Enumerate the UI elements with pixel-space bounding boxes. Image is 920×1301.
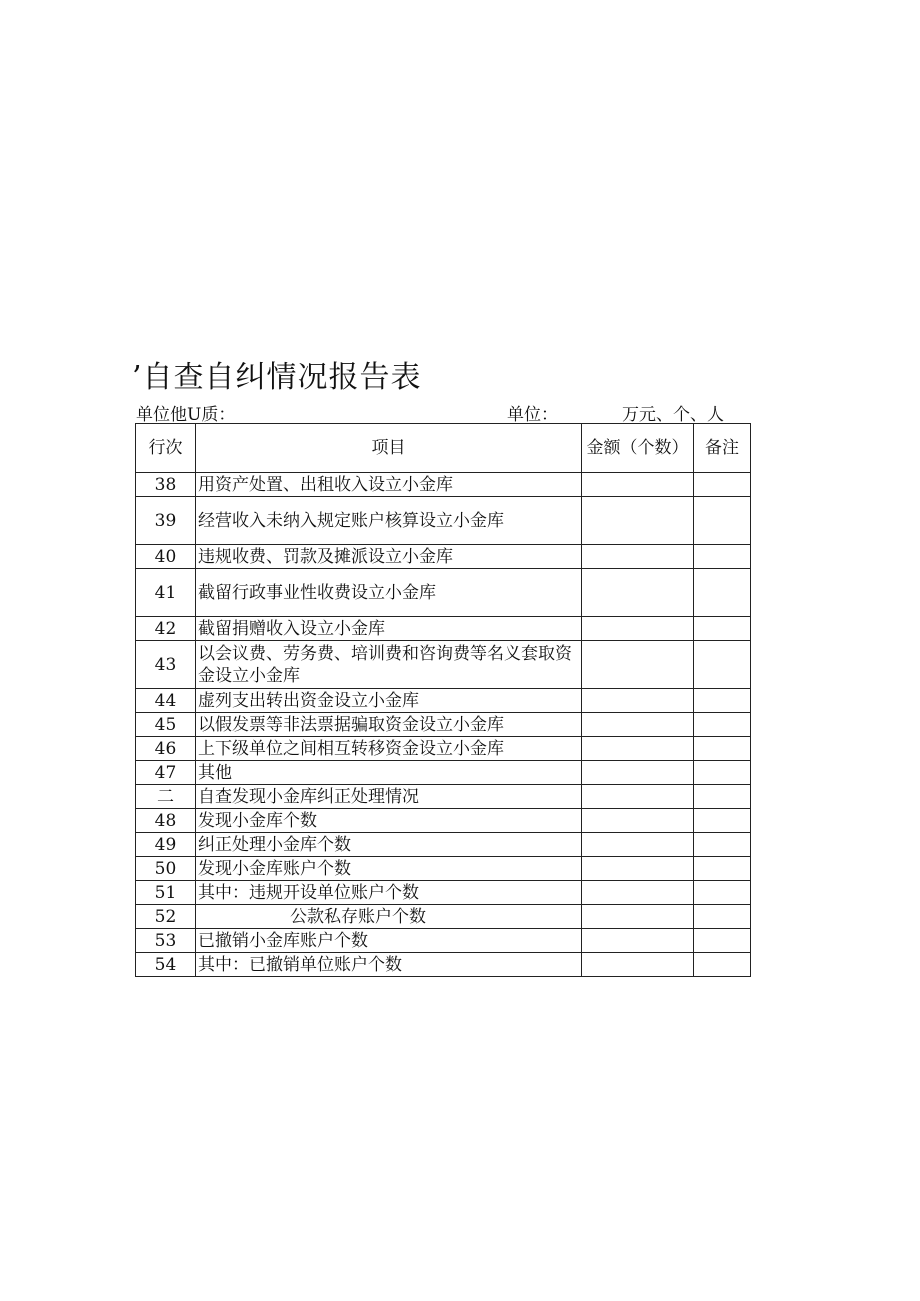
report-table xyxy=(135,423,751,977)
amount-cell[interactable] xyxy=(582,569,694,617)
amount-cell[interactable] xyxy=(582,881,694,905)
row-item: 发现小金库账户个数 xyxy=(196,857,582,881)
remarks-cell[interactable] xyxy=(694,569,751,617)
amount-cell[interactable] xyxy=(582,545,694,569)
amount-cell[interactable] xyxy=(582,497,694,545)
header-row-no: 行次 xyxy=(136,424,196,473)
remarks-cell[interactable] xyxy=(694,761,751,785)
amount-cell[interactable] xyxy=(582,857,694,881)
remarks-cell[interactable] xyxy=(694,473,751,497)
row-number: 40 xyxy=(136,545,196,569)
table-row xyxy=(136,473,751,497)
row-number: 45 xyxy=(136,713,196,737)
row-item: 公款私存账户个数 xyxy=(196,905,582,929)
remarks-cell[interactable] xyxy=(694,689,751,713)
row-number: 50 xyxy=(136,857,196,881)
table-row xyxy=(136,833,751,857)
remarks-cell[interactable] xyxy=(694,737,751,761)
unit-measure-value: 万元、个、人 xyxy=(622,405,724,425)
row-item: 其中：违规开设单位账户个数 xyxy=(196,881,582,905)
row-number: 54 xyxy=(136,953,196,977)
table-row xyxy=(136,641,751,689)
unit-label: 单位他U质： xyxy=(136,405,236,425)
row-item: 纠正处理小金库个数 xyxy=(196,833,582,857)
table-row xyxy=(136,545,751,569)
remarks-cell[interactable] xyxy=(694,617,751,641)
remarks-cell[interactable] xyxy=(694,785,751,809)
amount-cell[interactable] xyxy=(582,929,694,953)
table-row xyxy=(136,953,751,977)
row-number: 48 xyxy=(136,809,196,833)
row-item: 用资产处置、出租收入设立小金库 xyxy=(196,473,582,497)
row-item: 自查发现小金库纠正处理情况 xyxy=(196,785,582,809)
row-item: 以会议费、劳务费、培训费和咨询费等名义套取资金设立小金库 xyxy=(196,641,582,689)
amount-cell[interactable] xyxy=(582,785,694,809)
remarks-cell[interactable] xyxy=(694,809,751,833)
remarks-cell[interactable] xyxy=(694,713,751,737)
row-item: 上下级单位之间相互转移资金设立小金库 xyxy=(196,737,582,761)
table-row xyxy=(136,809,751,833)
remarks-cell[interactable] xyxy=(694,833,751,857)
row-number: 二 xyxy=(136,785,196,809)
amount-cell[interactable] xyxy=(582,689,694,713)
table-row xyxy=(136,905,751,929)
remarks-cell[interactable] xyxy=(694,881,751,905)
table-row xyxy=(136,785,751,809)
unit-measure-label: 单位： xyxy=(507,405,558,425)
row-item: 已撤销小金库账户个数 xyxy=(196,929,582,953)
header-remarks: 备注 xyxy=(694,424,751,473)
row-item: 截留行政事业性收费设立小金库 xyxy=(196,569,582,617)
row-item: 虚列支出转出资金设立小金库 xyxy=(196,689,582,713)
row-number: 41 xyxy=(136,569,196,617)
remarks-cell[interactable] xyxy=(694,497,751,545)
amount-cell[interactable] xyxy=(582,713,694,737)
table-row xyxy=(136,713,751,737)
row-item: 违规收费、罚款及摊派设立小金库 xyxy=(196,545,582,569)
table-row xyxy=(136,617,751,641)
row-item: 其他 xyxy=(196,761,582,785)
table-row xyxy=(136,929,751,953)
remarks-cell[interactable] xyxy=(694,953,751,977)
row-number: 47 xyxy=(136,761,196,785)
amount-cell[interactable] xyxy=(582,617,694,641)
remarks-cell[interactable] xyxy=(694,545,751,569)
remarks-cell[interactable] xyxy=(694,905,751,929)
row-item: 以假发票等非法票据骗取资金设立小金库 xyxy=(196,713,582,737)
remarks-cell[interactable] xyxy=(694,929,751,953)
row-item: 发现小金库个数 xyxy=(196,809,582,833)
row-number: 42 xyxy=(136,617,196,641)
amount-cell[interactable] xyxy=(582,473,694,497)
table-row xyxy=(136,569,751,617)
row-number: 46 xyxy=(136,737,196,761)
amount-cell[interactable] xyxy=(582,833,694,857)
row-number: 52 xyxy=(136,905,196,929)
header-row xyxy=(136,424,751,473)
table-row xyxy=(136,497,751,545)
report-title: ’自查自纠情况报告表 xyxy=(132,360,422,395)
row-number: 51 xyxy=(136,881,196,905)
row-number: 38 xyxy=(136,473,196,497)
row-item: 经营收入未纳入规定账户核算设立小金库 xyxy=(196,497,582,545)
header-amount: 金额（个数） xyxy=(582,424,694,473)
row-number: 39 xyxy=(136,497,196,545)
amount-cell[interactable] xyxy=(582,641,694,689)
row-item: 截留捐赠收入设立小金库 xyxy=(196,617,582,641)
row-number: 49 xyxy=(136,833,196,857)
remarks-cell[interactable] xyxy=(694,857,751,881)
amount-cell[interactable] xyxy=(582,953,694,977)
table-row xyxy=(136,689,751,713)
row-number: 53 xyxy=(136,929,196,953)
table-row xyxy=(136,761,751,785)
amount-cell[interactable] xyxy=(582,737,694,761)
amount-cell[interactable] xyxy=(582,809,694,833)
row-number: 44 xyxy=(136,689,196,713)
amount-cell[interactable] xyxy=(582,761,694,785)
header-item: 项目 xyxy=(196,424,582,473)
row-item: 其中：已撤销单位账户个数 xyxy=(196,953,582,977)
table-row xyxy=(136,857,751,881)
table-row xyxy=(136,881,751,905)
table-row xyxy=(136,737,751,761)
remarks-cell[interactable] xyxy=(694,641,751,689)
row-number: 43 xyxy=(136,641,196,689)
amount-cell[interactable] xyxy=(582,905,694,929)
